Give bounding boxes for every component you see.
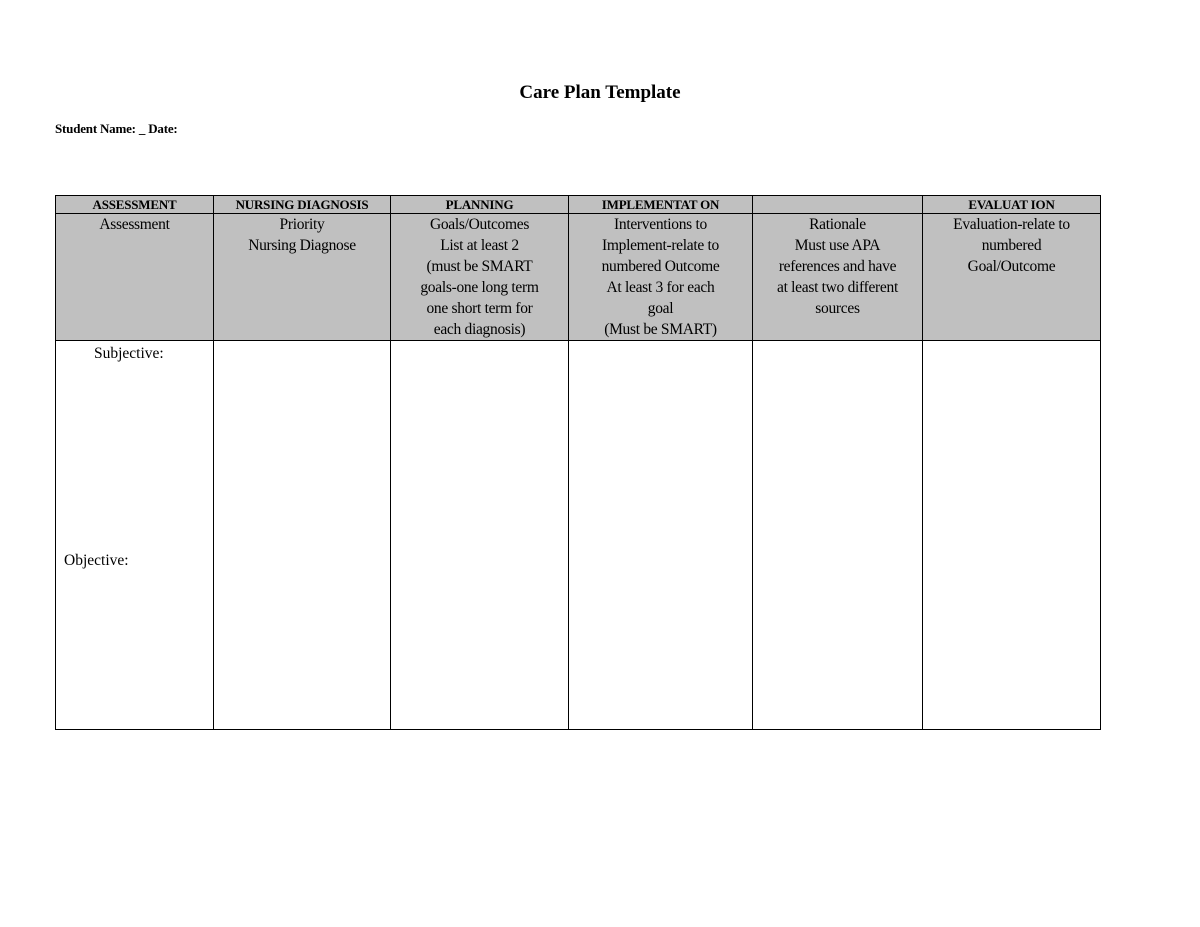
subheader-line: sources bbox=[815, 300, 860, 317]
subheader-line: one short term for bbox=[426, 300, 533, 317]
table-subheader-row bbox=[56, 214, 1101, 341]
header-implementation: IMPLEMENTAT ON bbox=[569, 196, 753, 214]
subheader-line: Evaluation-relate to bbox=[953, 216, 1070, 233]
subheader-line: Implement-relate to bbox=[602, 237, 719, 254]
assessment-cell bbox=[56, 341, 214, 730]
subheader-line: Interventions to bbox=[614, 216, 707, 233]
subheader-line: (must be SMART bbox=[426, 258, 533, 275]
subheader-planning bbox=[391, 214, 569, 341]
student-name-date-line: Student Name: _ Date: bbox=[55, 121, 178, 136]
header-planning: PLANNING bbox=[391, 196, 569, 214]
nursing-diagnosis-cell bbox=[214, 341, 391, 730]
subheader-line: goals-one long term bbox=[420, 279, 539, 296]
subheader-line: Rationale bbox=[809, 216, 866, 233]
header-rationale bbox=[753, 196, 923, 214]
implementation-cell bbox=[569, 341, 753, 730]
header-nursing-diagnosis: NURSING DIAGNOSIS bbox=[214, 196, 391, 214]
care-plan-table bbox=[55, 195, 1101, 730]
subheader-line: Goals/Outcomes bbox=[429, 216, 530, 233]
subheader-nursing-diagnosis bbox=[214, 214, 391, 341]
subheader-line: each diagnosis) bbox=[433, 321, 526, 338]
planning-cell bbox=[391, 341, 569, 730]
evaluation-cell bbox=[923, 341, 1101, 730]
subheader-evaluation bbox=[923, 214, 1101, 341]
table-header-row bbox=[56, 196, 1101, 214]
objective-label: Objective: bbox=[64, 552, 129, 569]
subjective-label: Subjective: bbox=[94, 345, 164, 362]
header-evaluation: EVALUAT ION bbox=[923, 196, 1101, 214]
subheader-line: numbered Outcome bbox=[601, 258, 720, 275]
subheader-line: Must use APA bbox=[794, 237, 881, 254]
header-assessment: ASSESSMENT bbox=[56, 196, 214, 214]
subheader-line: references and have bbox=[778, 258, 897, 275]
subheader-line: Nursing Diagnose bbox=[248, 237, 356, 254]
subheader-line: Priority bbox=[279, 216, 325, 233]
subheader-implementation bbox=[569, 214, 753, 341]
subheader-line: Goal/Outcome bbox=[967, 258, 1056, 275]
subheader-line: List at least 2 bbox=[440, 237, 519, 254]
subheader-line: (Must be SMART) bbox=[604, 321, 717, 338]
subheader-line: At least 3 for each bbox=[606, 279, 715, 296]
page-title: Care Plan Template bbox=[519, 82, 681, 103]
subheader-line: Assessment bbox=[99, 216, 170, 233]
subheader-assessment bbox=[56, 214, 214, 341]
rationale-cell bbox=[753, 341, 923, 730]
table-body-row bbox=[56, 341, 1101, 730]
subheader-line: goal bbox=[647, 300, 674, 317]
subheader-rationale bbox=[753, 214, 923, 341]
subheader-line: numbered bbox=[981, 237, 1042, 254]
subheader-line: at least two different bbox=[777, 279, 898, 296]
